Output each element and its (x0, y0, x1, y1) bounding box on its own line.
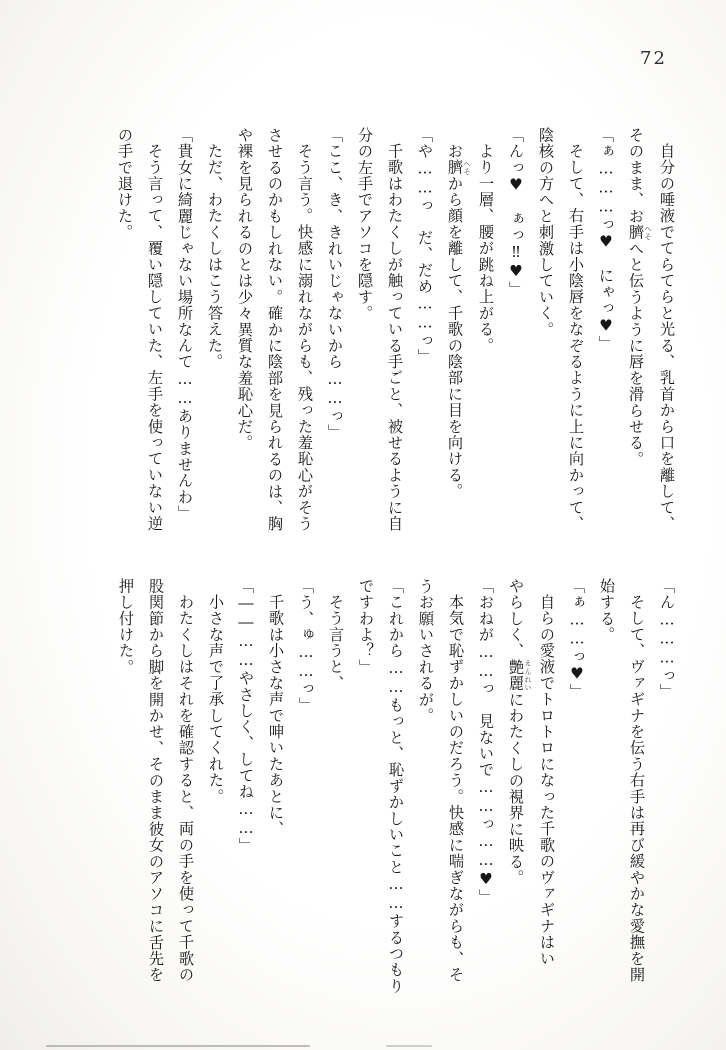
text-line: お臍 へそから顔を離して、千歌の陰部に目を向ける。 (446, 143, 471, 500)
text-line: 押し付けた。 (117, 578, 135, 676)
text-line: 小さな声で了承してくれた。 (207, 594, 225, 805)
text-line: や裸を見られるのとは少々異質な羞恥心だ。 (236, 127, 254, 451)
text-line: 「んっ♥ ぁっ‼♥」 (507, 127, 525, 298)
text-line: 本気で恥ずかしいのだろう。快感に喘ぎながらも、そ (447, 594, 465, 983)
scan-artifact-line (46, 1045, 310, 1047)
text-line: 「や……っ だ、だめ……っ」 (416, 127, 434, 365)
text-line: 自らの愛液でトロトロになった千歌のヴァギナはい (538, 594, 556, 967)
text-line: 「これから……もっと、恥ずかしいこと……するつもり (387, 578, 405, 995)
text-line: そのまま、お臍 へそへと伝うように唇を滑らせる。 (627, 127, 652, 468)
text-line: 分の左手でアソコを隠す。 (356, 127, 374, 322)
text-line: 「――……やさしく、してね……」 (237, 578, 255, 854)
text-line: そう言う。快感に溺れながらも、残った羞恥心がそう (296, 143, 314, 532)
page-number: 72 (640, 48, 667, 69)
text-line: 千歌はわたくしが触っている手ごと、被せるように自 (386, 143, 404, 532)
text-line: そして、右手は小陰唇をなぞるように上に向かって、 (567, 143, 585, 532)
text-line: 「う、ゅ……っ」 (297, 578, 315, 714)
text-line: 陰核の方へと刺激していく。 (537, 127, 555, 338)
text-line: 「ぁ………っ♥ にゃっ♥」 (597, 127, 615, 352)
text-line: うお願いされるが。 (417, 578, 435, 724)
text-line: 「ん………っ」 (658, 578, 676, 700)
text-line: 「ぁ……っ♥」 (568, 578, 586, 700)
top-text-block (98, 127, 682, 551)
text-line: 自分の唾液でてらてらと光る、乳首から口を離して、 (658, 143, 676, 532)
text-line: 始する。 (598, 578, 616, 643)
text-line: させるのかもしれない。確かに陰部を見られるのは、胸 (266, 127, 284, 532)
text-line: 千歌は小さな声で呻いたあとに、 (267, 594, 285, 837)
text-line: 「貴女に綺麗じゃない場所なんて……ありませんわ」 (176, 127, 194, 522)
text-line: そう言って、覆い隠していた、左手を使っていない逆 (146, 143, 164, 532)
text-line: より一層、腰が跳ね上がる。 (477, 143, 495, 354)
bottom-text-block (98, 578, 682, 1022)
text-line: そして、ヴァギナを伝う右手は再び緩やかな愛撫を開 (628, 594, 646, 983)
text-line: そう言うと、 (327, 594, 345, 692)
text-line: の手で退けた。 (116, 127, 134, 241)
text-line: 「ここ、き、きれいじゃないから……っ」 (326, 127, 344, 441)
text-line: 股関節から脚を開かせ、そのまま彼女のアソコに舌先を (147, 578, 165, 983)
text-line: やらしく、艶麗 えんれいにわたくしの視界に映る。 (507, 578, 532, 886)
text-line: ですわよ？」 (357, 578, 375, 676)
text-line: 「おねが……っ 見ないで……っ……♥」 (477, 578, 495, 906)
scan-artifact-line (386, 1045, 432, 1047)
text-line: わたくしはそれを確認すると、両の手を使って千歌の (177, 594, 195, 983)
text-line: ただ、わたくしはこう答えた。 (206, 143, 224, 370)
